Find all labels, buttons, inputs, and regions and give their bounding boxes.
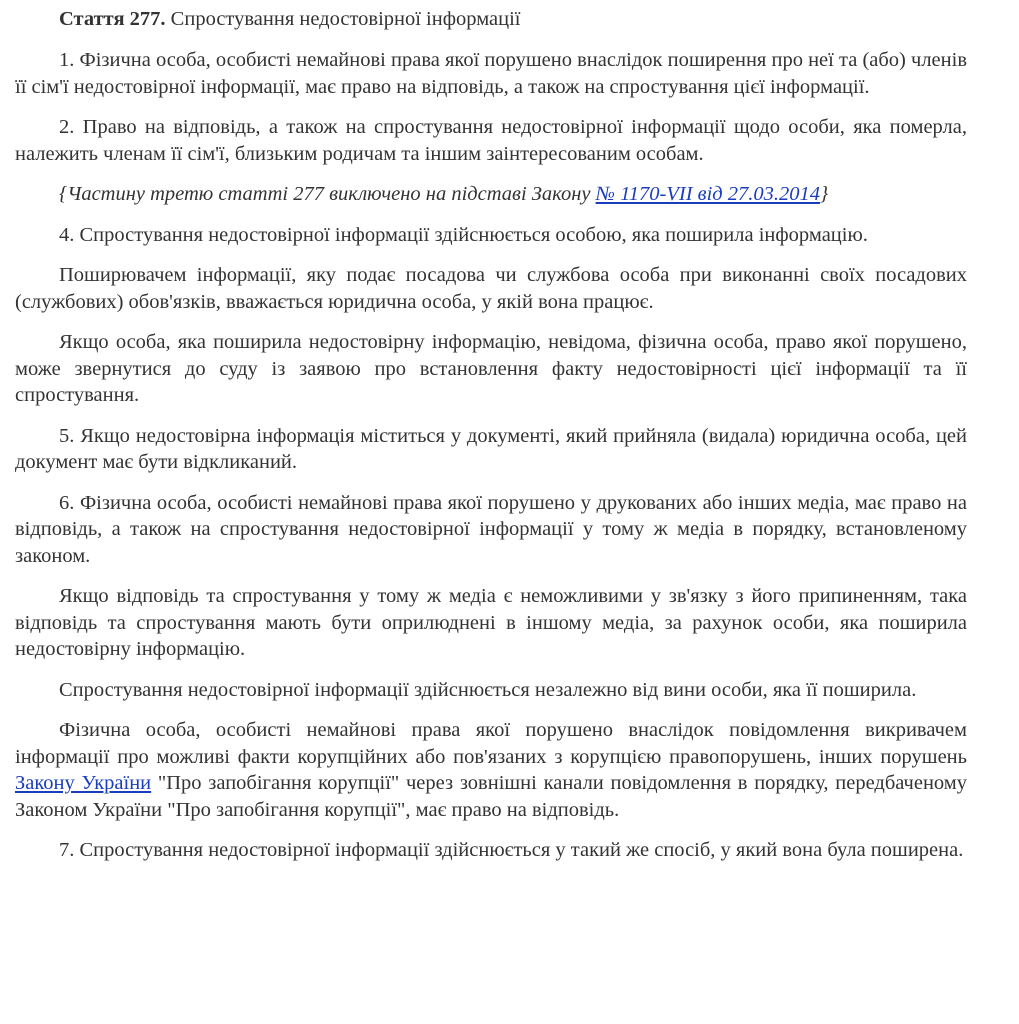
- article-heading: [15, 6, 967, 33]
- paragraph-4-disseminator: Поширювачем інформації, яку подає посадова чи службова особа при виконанні своїх посадових (службових) обов'язків, вважається юридична особа, у якій вона працює.: [15, 264, 967, 313]
- article-title: Спростування недостовірної інформації: [170, 8, 521, 30]
- paragraph-4: 4. Спростування недостовірної інформації здійснюється особою, яка поширила інформацію.: [59, 223, 868, 246]
- paragraph-1: 1. Фізична особа, особисті немайнові права якої порушено внаслідок поширення про неї та (або) членів її сім'ї недостовірної інформації, має право на відповідь, а також на спростування цієї інформації.: [15, 49, 967, 98]
- note-text-after: }: [820, 183, 829, 205]
- paragraph-6-whistleblower: [15, 717, 967, 823]
- exclusion-note: [15, 181, 967, 208]
- paragraph-6: 6. Фізична особа, особисті немайнові права якої порушено у друкованих або інших медіа, має право на відповідь, а також на спростування недостовірної інформації у тому ж медіа в порядку, встановленому законом.: [15, 491, 967, 567]
- law-link-1170-vii[interactable]: № 1170-VII від 27.03.2014: [595, 183, 821, 205]
- whistleblower-text-before: Фізична особа, особисті немайнові права якої порушено внаслідок повідомлення викривачем інформації про можливі факти корупційних або пов'язаних з корупцією правопорушень, інших порушень: [15, 719, 967, 768]
- article-number: Стаття 277.: [59, 8, 166, 30]
- paragraph-6-regardless-of-fault: Спростування недостовірної інформації здійснюється незалежно від вини особи, яка її поширила.: [59, 678, 917, 701]
- paragraph-7: 7. Спростування недостовірної інформації здійснюється у такий же спосіб, у який вона була поширена.: [59, 839, 964, 861]
- paragraph-4-unknown-person: Якщо особа, яка поширила недостовірну інформацію, невідома, фізична особа, право якої порушено, може звернутися до суду із заявою про встановлення факту недостовірності цієї інформації та її спростування.: [15, 331, 967, 406]
- paragraph-6-other-media: Якщо відповідь та спростування у тому ж медіа є неможливими у зв'язку з його припиненням, така відповідь та спростування мають бути оприлюднені в іншому медіа, за рахунок особи, яка поширила недостовірну інформацію.: [15, 585, 967, 660]
- law-of-ukraine-link[interactable]: Закону України: [15, 772, 152, 794]
- whistleblower-text-after: "Про запобігання корупції" через зовнішні канали повідомлення в порядку, передбаченому Законом України "Про запобігання корупції", має право на відповідь.: [15, 772, 968, 821]
- paragraph-5: 5. Якщо недостовірна інформація міститься у документі, який прийняла (видала) юридична особа, цей документ має бути відкликаний.: [15, 424, 967, 473]
- paragraph-2: 2. Право на відповідь, а також на спростування недостовірної інформації щодо особи, яка померла, належить членам її сім'ї, близьким родичам та іншим заінтересованим особам.: [15, 116, 967, 165]
- note-text-before: {Частину третю статті 277 виключено на підставі Закону: [59, 183, 596, 205]
